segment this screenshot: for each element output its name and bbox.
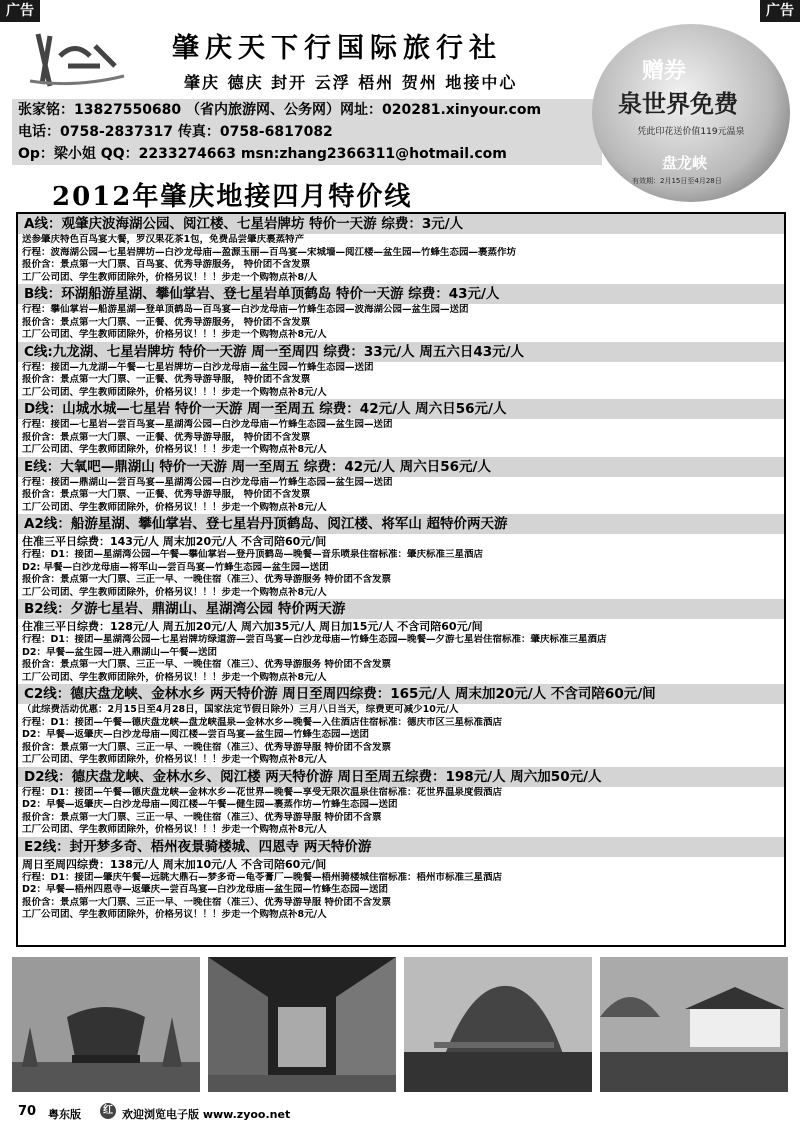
service-centers: 肇庆 德庆 封开 云浮 梧州 贺州 地接中心 <box>184 73 518 92</box>
route-header: D2线：德庆盘龙峡、金林水乡、阅江楼 两天特价游 周日至周五综费：198元/人 周六加50元/人 <box>18 767 784 787</box>
route-detail-line: D2: 早餐—白沙龙母庙—将军山—尝百鸟宴—竹蜂生态园—盆生园—送团 <box>22 561 329 573</box>
voucher-headline: 泉世界免费 <box>618 89 738 118</box>
route-header: B线：环湖船游星湖、攀仙掌岩、登七星岩单顶鹤岛 特价一天游 综费：43元/人 <box>18 284 784 304</box>
route-detail-line: 工厂公司团、学生教师团除外，价格另议！！！步走一个购物点补8元/人 <box>22 586 327 598</box>
voucher-brand: 盘龙峡 <box>662 154 708 172</box>
route-detail-line: 报价含：景点第一大门票、一正餐、优秀导游服务， 特价团不含发票 <box>22 316 311 328</box>
route-detail-line: 行程：D1：接团—午餐—德庆盘龙峡—金林水乡—花世界—晚餐—享受无限次温泉住宿标准：花世界温泉度假酒店 <box>22 786 502 798</box>
route-detail-line: 报价含：景点第一大门票、三正一早、一晚住宿（准三）、优秀导游导服 特价团不含发票 <box>22 741 392 753</box>
voucher-terms: 凭此印花送价值119元温泉 <box>637 127 745 137</box>
route-detail-line: 行程：D1：接团—星湖湾公园—午餐—攀仙掌岩—登丹顶鹤岛—晚餐—音乐喷泉住宿标准：肇庆标准三星酒店 <box>22 549 483 560</box>
route-detail-line: 报价含：景点第一大门票、三正一早、一晚住宿（准三）、优秀导游导服 特价团不含票 <box>22 811 382 823</box>
route-block <box>18 284 784 342</box>
route-detail-line: D2：早餐—盆生园—进入鼎湖山—午餐—送团 <box>22 646 217 658</box>
contact-op: Op：梁小姐 QQ：2233274663 msn:zhang2366311@hotmail.com <box>12 143 602 165</box>
route-detail-line: 工厂公司团、学生教师团除外，价格另议！！！步走一个购物点补8元/人 <box>22 386 327 398</box>
route-block <box>18 767 784 837</box>
route-detail-line: 工厂公司团、学生教师团除外，价格另议！！！步走一个购物点补8元/人 <box>22 501 327 513</box>
route-detail-line: 工厂公司团、学生教师团除外，价格另议！！！步走一个购物点补8元/人 <box>22 824 327 835</box>
route-block <box>18 399 784 457</box>
route-price-line: 周日至周四综费：138元/人 周末加10元/人 不含司陪60元/间 <box>22 857 327 871</box>
route-detail-line: 报价含：景点第一大门票、百鸟宴、优秀导游服务， 特价团不含发票 <box>22 259 311 270</box>
route-detail-line: 工厂公司团、学生教师团除外，价格另议！！！步走一个购物点补8元/人 <box>22 754 327 765</box>
route-detail-line: 行程：接团—九龙湖—午餐—七星岩牌坊—白沙龙母庙—盆生园—竹蜂生态园—送团 <box>22 361 374 373</box>
route-price-line: 住准三平日综费：143元/人 周末加20元/人 不含司陪60元/间 <box>22 535 327 548</box>
edition-label: 粤东版 <box>48 1108 81 1121</box>
route-detail-line: 报价含：景点第一大门票、一正餐、优秀导游导服， 特价团不含发票 <box>22 374 311 385</box>
route-detail-line: 报价含：景点第一大门票、三正一早、一晚住宿（准三）、优秀导游服务 特价团不含发票 <box>22 574 392 585</box>
route-block <box>18 837 784 922</box>
route-detail-line: 行程：D1：接团—肇庆午餐—远眺大鼎石—梦多奇—龟苓膏厂—晚餐—梧州骑楼城住宿标准：梧州市标准三星酒店 <box>22 871 502 883</box>
route-header: E线：大氧吧—鼎湖山 特价一天游 周一至周五 综费：42元/人 周六日56元/人 <box>18 457 784 477</box>
photo-village <box>600 957 788 1092</box>
gift-voucher-badge <box>592 24 790 202</box>
route-header: E2线：封开梦多奇、梧州夜景骑楼城、四恩寺 两天特价游 <box>18 837 784 857</box>
ad-tag-left: 广告 <box>0 0 40 22</box>
footer-website: 欢迎浏览电子版 www.zyoo.net <box>122 1108 291 1121</box>
route-detail-line: 工厂公司团、学生教师团除外，价格另议！！！步走一个购物点补8元/人 <box>22 909 327 920</box>
route-block <box>18 214 784 284</box>
photo-karst <box>404 957 592 1092</box>
voucher-title: 赠券 <box>642 58 687 84</box>
voucher-validity: 有效期：2月15日至4月28日 <box>632 177 722 185</box>
route-detail-line: D2：早餐—返肇庆—白沙龙母庙—阅江楼—午餐—健生园—裹蒸作坊—竹蜂生态园—送团 <box>22 799 398 810</box>
photo-strip <box>12 957 788 1092</box>
route-detail-line: （此综费活动优惠：2月15日至4月28日，国家法定节假日除外）三月八日当天，综费更可减少10元/人 <box>22 704 459 715</box>
route-detail-line: 送参肇庆特色百鸟宴大餐，罗汉果花茶1包，免费品尝肇庆裹蒸特产 <box>22 234 305 245</box>
route-detail-line: 报价含：景点第一大门票、一正餐、优秀导游导服， 特价团不含发票 <box>22 431 311 443</box>
route-detail-line: 行程：D1：接团—午餐—德庆盘龙峡—盘龙峡温泉—金林水乡—晚餐—入住酒店住宿标准：德庆市区三星标准酒店 <box>22 716 502 728</box>
contact-tel-fax: 电话：0758-2837317 传真：0758-6817082 <box>12 121 602 143</box>
route-detail-line: 行程：接团—七星岩—尝百鸟宴—星湖湾公园—白沙龙母庙—竹蜂生态园—盆生园—送团 <box>22 419 393 430</box>
photo-street <box>208 957 396 1092</box>
route-detail-line: 报价含：景点第一大门票、一正餐、优秀导游导服， 特价团不含发票 <box>22 489 311 500</box>
route-header: A线：观肇庆波海湖公园、阅江楼、七星岩牌坊 特价一天游 综费：3元/人 <box>18 214 784 234</box>
route-block <box>18 599 784 684</box>
photo-cauldron <box>12 957 200 1092</box>
route-detail-line: 工厂公司团、学生教师团除外，价格另议！！！步走一个购物点补8元/人 <box>22 444 327 455</box>
route-block <box>18 342 784 400</box>
page-title: 2012年肇庆地接四月特价线 <box>52 182 413 212</box>
route-header: B2线：夕游七星岩、鼎湖山、星湖湾公园 特价两天游 <box>18 599 784 619</box>
route-detail-line: 行程：攀仙掌岩—船游星湖—登单顶鹤岛—百鸟宴—白沙龙母庙—竹蜂生态园—波海湖公园—盆生园—送团 <box>22 304 469 315</box>
header <box>12 22 602 100</box>
route-block <box>18 514 784 599</box>
route-detail-line: 工厂公司团、学生教师团除外，价格另议！！！步走一个购物点补8/人 <box>22 271 318 283</box>
ad-tag-right: 广告 <box>760 0 800 22</box>
page-number: 70 <box>18 1104 37 1119</box>
contact-phone-website: 张家铭：13827550680 （省内旅游网、公务网）网址：020281.xinyour.com <box>12 99 602 121</box>
company-logo <box>20 26 130 92</box>
route-header: D线：山城水城—七星岩 特价一天游 周一至周五 综费：42元/人 周六日56元/人 <box>18 399 784 419</box>
route-price-line: 住准三平日综费：128元/人 周五加20元/人 周六加35元/人 周日加15元/人 不含司陪60元/间 <box>22 620 483 633</box>
route-detail-line: 工厂公司团、学生教师团除外，价格另议！！！步走一个购物点补8元/人 <box>22 329 327 340</box>
route-detail-line: 报价含：景点第一大门票、三正一早、一晚住宿（准三）、优秀导游导服 特价团不含发票 <box>22 896 392 908</box>
route-detail-line: D2：早餐—返肇庆—白沙龙母庙—阅江楼—尝百鸟宴—盆生园—竹蜂生态园—送团 <box>22 729 369 740</box>
route-header: C2线：德庆盘龙峡、金林水乡 两天特价游 周日至周四综费：165元/人 周末加20元/人 不含司陪60元/间 <box>18 684 784 704</box>
route-block <box>18 684 784 767</box>
route-detail-line: 行程：波海湖公园—七星岩牌坊—白沙龙母庙—盈源玉丽—百鸟宴—宋城墙—阅江楼—盆生园—竹蜂生态园—裹蒸作坊 <box>22 246 517 258</box>
route-detail-line: 行程：接团—鼎湖山—尝百鸟宴—星湖湾公园—白沙龙母庙—竹蜂生态园—盆生园—送团 <box>22 476 393 488</box>
route-detail-line: 工厂公司团、学生教师团除外，价格另议！！！步走一个购物点补8元/人 <box>22 671 327 683</box>
route-detail-line: 行程：D1：接团—星湖湾公园—七星岩牌坊绿道游—尝百鸟宴—白沙龙母庙—竹蜂生态园—晚餐—夕游七星岩住宿标准：肇庆标准三星酒店 <box>22 634 607 645</box>
route-block <box>18 457 784 515</box>
page-footer <box>0 1100 800 1122</box>
route-header: C线:九龙湖、七星岩牌坊 特价一天游 周一至周四 综费：33元/人 周五六日43元/人 <box>18 342 784 362</box>
company-name: 肇庆天下行国际旅行社 <box>172 33 502 64</box>
route-detail-line: 报价含：景点第一大门票、三正一早、一晚住宿（准三）、优秀导游服务 特价团不含发票 <box>22 659 392 670</box>
route-list <box>16 212 786 947</box>
route-header: A2线：船游星湖、攀仙掌岩、登七星岩丹顶鹤岛、阅江楼、将军山 超特价两天游 <box>18 514 784 534</box>
edition-badge: 红 <box>100 1103 116 1119</box>
route-detail-line: D2：早餐—梧州四恩寺—返肇庆—尝百鸟宴—白沙龙母庙—盆生园—竹蜂生态园—送团 <box>22 884 388 895</box>
